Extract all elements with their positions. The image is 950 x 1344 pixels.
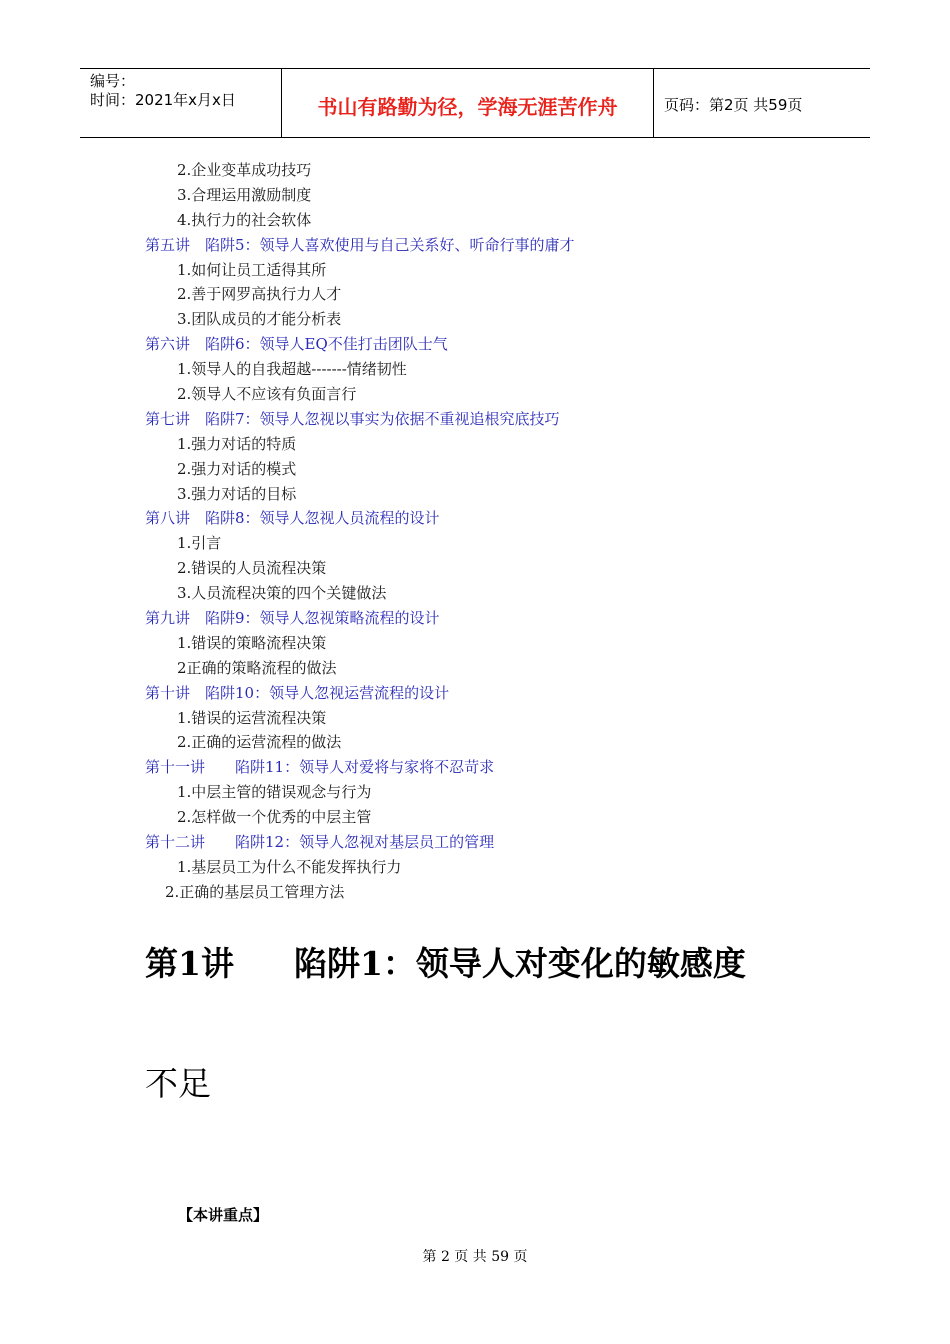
toc-sub-entry: 1.基层员工为什么不能发挥执行力 <box>177 857 402 876</box>
toc-sub-entry: 2.正确的运营流程的做法 <box>177 733 342 752</box>
toc-lecture-entry: 第五讲 陷阱5：领导人喜欢使用与自己关系好、听命行事的庸才 <box>145 235 575 254</box>
toc-lecture-entry: 第六讲 陷阱6：领导人EQ不佳打击团队士气 <box>145 335 448 354</box>
header-motto-cell <box>282 69 654 137</box>
toc-sub-entry: 1.引言 <box>177 534 222 553</box>
toc-sub-entry: 1.错误的策略流程决策 <box>177 633 327 652</box>
header-page-info: 页码：第2页 共59页 <box>664 95 803 114</box>
toc-sub-entry: 2.善于网罗高执行力人才 <box>177 285 342 304</box>
document-number-label: 编号： <box>90 72 136 90</box>
lecture-heading-continuation: 不足 <box>145 1064 211 1103</box>
toc-sub-entry: 2.错误的人员流程决策 <box>177 559 327 578</box>
header-meta <box>80 69 282 137</box>
toc-lecture-entry: 第八讲 陷阱8：领导人忽视人员流程的设计 <box>145 509 440 528</box>
page-footer: 第 2 页 共 59 页 <box>422 1249 528 1265</box>
document-date: 时间：2021年x月x日 <box>90 91 236 109</box>
toc-sub-entry: 2正确的策略流程的做法 <box>177 658 337 677</box>
toc-lecture-entry: 第十一讲 陷阱11：领导人对爱将与家将不忍苛求 <box>145 758 495 777</box>
toc-lecture-entry: 第九讲 陷阱9：领导人忽视策略流程的设计 <box>145 609 440 628</box>
toc-sub-entry: 2.企业变革成功技巧 <box>177 161 312 179</box>
toc-sub-entry: 2.怎样做一个优秀的中层主管 <box>177 808 372 827</box>
lecture-heading-title: 陷阱1：领导人对变化的敏感度 <box>293 944 746 983</box>
header-motto: 书山有路勤为径，学海无涯苦作舟 <box>317 94 618 119</box>
toc-lecture-entry: 第十二讲 陷阱12：领导人忽视对基层员工的管理 <box>145 833 495 852</box>
toc-sub-entry: 3.强力对话的目标 <box>177 484 297 503</box>
header-page-cell <box>654 69 870 137</box>
key-points-label: 【本讲重点】 <box>178 1206 269 1224</box>
toc-sub-entry: 1.错误的运营流程决策 <box>177 708 327 727</box>
toc-sub-entry: 1.如何让员工适得其所 <box>177 260 327 279</box>
toc-sub-entry: 3.合理运用激励制度 <box>177 185 312 204</box>
toc-sub-entry: 3.团队成员的才能分析表 <box>177 310 342 329</box>
lecture-heading-number: 第1讲 <box>145 944 234 983</box>
table-of-contents <box>0 158 950 905</box>
toc-lecture-entry: 第十讲 陷阱10：领导人忽视运营流程的设计 <box>145 683 450 702</box>
toc-sub-entry: 2.强力对话的模式 <box>177 459 297 478</box>
page-header <box>80 68 870 138</box>
toc-sub-entry: 4.执行力的社会软体 <box>177 210 312 229</box>
toc-sub-entry: 1.强力对话的特质 <box>177 434 297 453</box>
toc-lecture-entry: 第七讲 陷阱7：领导人忽视以事实为依据不重视追根究底技巧 <box>145 409 560 428</box>
toc-sub-entry: 2.领导人不应该有负面言行 <box>177 385 357 404</box>
toc-sub-entry: 3.人员流程决策的四个关键做法 <box>177 584 387 603</box>
toc-sub-entry: 1.领导人的自我超越-------情绪韧性 <box>177 360 407 379</box>
lecture-heading <box>145 938 746 985</box>
toc-sub-entry: 2.正确的基层员工管理方法 <box>165 882 345 901</box>
toc-sub-entry: 1.中层主管的错误观念与行为 <box>177 783 372 802</box>
